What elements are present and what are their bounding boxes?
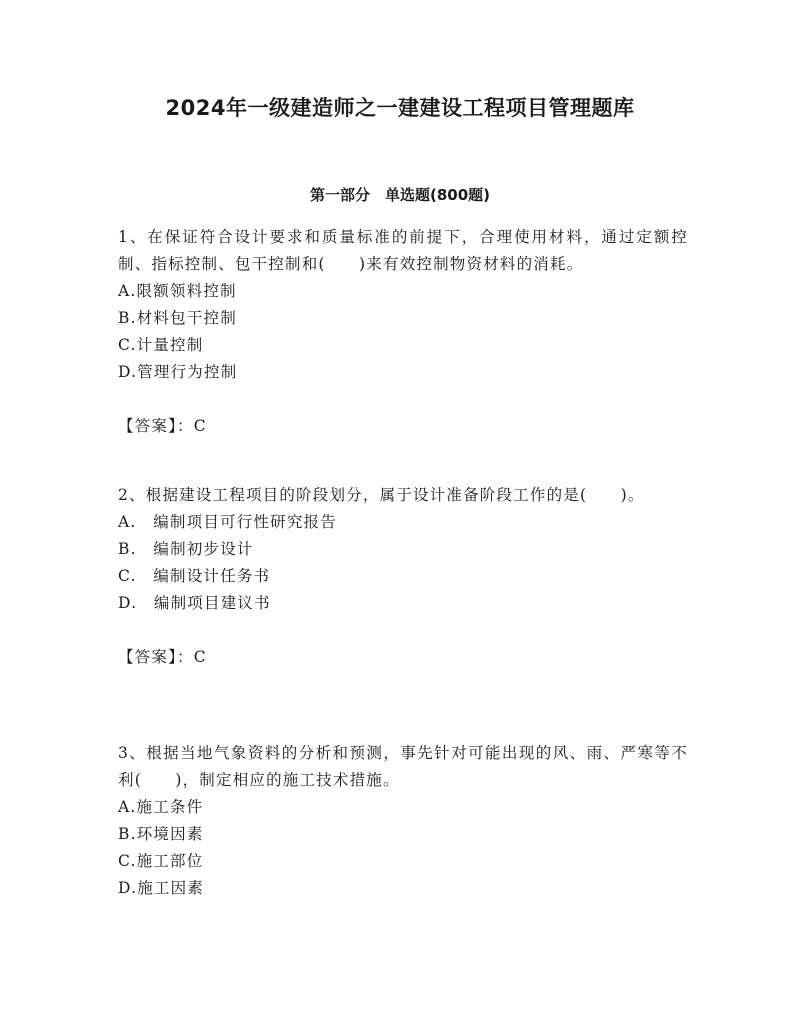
question-1-option-a: A.限额领料控制 (118, 282, 237, 300)
question-1-stem: 1、在保证符合设计要求和质量标准的前提下，合理使用材料，通过定额控制、指标控制、包干控制和( )来有效控制物资材料的消耗。 (118, 228, 688, 273)
question-1-option-d: D.管理行为控制 (118, 363, 238, 381)
question-1-option-c: C.计量控制 (118, 336, 204, 354)
question-1-option-b: B.材料包干控制 (118, 309, 237, 327)
question-3-option-b: B.环境因素 (118, 825, 204, 843)
question-2-option-b: B. 编制初步设计 (118, 540, 254, 558)
question-3-option-d: D.施工因素 (118, 879, 205, 897)
question-3-option-c: C.施工部位 (118, 852, 204, 870)
question-3-stem: 3、根据当地气象资料的分析和预测，事先针对可能出现的风、雨、严寒等不利( )，制定相应的施工技术措施。 (118, 744, 688, 789)
question-2 (118, 482, 688, 671)
question-1-answer: 【答案】：C (118, 417, 207, 435)
question-2-option-d: D. 编制项目建议书 (118, 594, 271, 612)
question-2-option-c: C. 编制设计任务书 (118, 567, 271, 585)
question-2-answer: 【答案】：C (118, 648, 207, 666)
question-3-option-a: A.施工条件 (118, 798, 204, 816)
question-2-stem: 2、根据建设工程项目的阶段划分，属于设计准备阶段工作的是( )。 (118, 486, 645, 504)
section-title: 第一部分 单选题(800题) (309, 186, 491, 204)
question-3 (118, 740, 688, 902)
question-2-option-a: A. 编制项目可行性研究报告 (118, 513, 337, 531)
document-title: 2024年一级建造师之一建建设工程项目管理题库 (165, 96, 635, 120)
question-1 (118, 224, 688, 440)
